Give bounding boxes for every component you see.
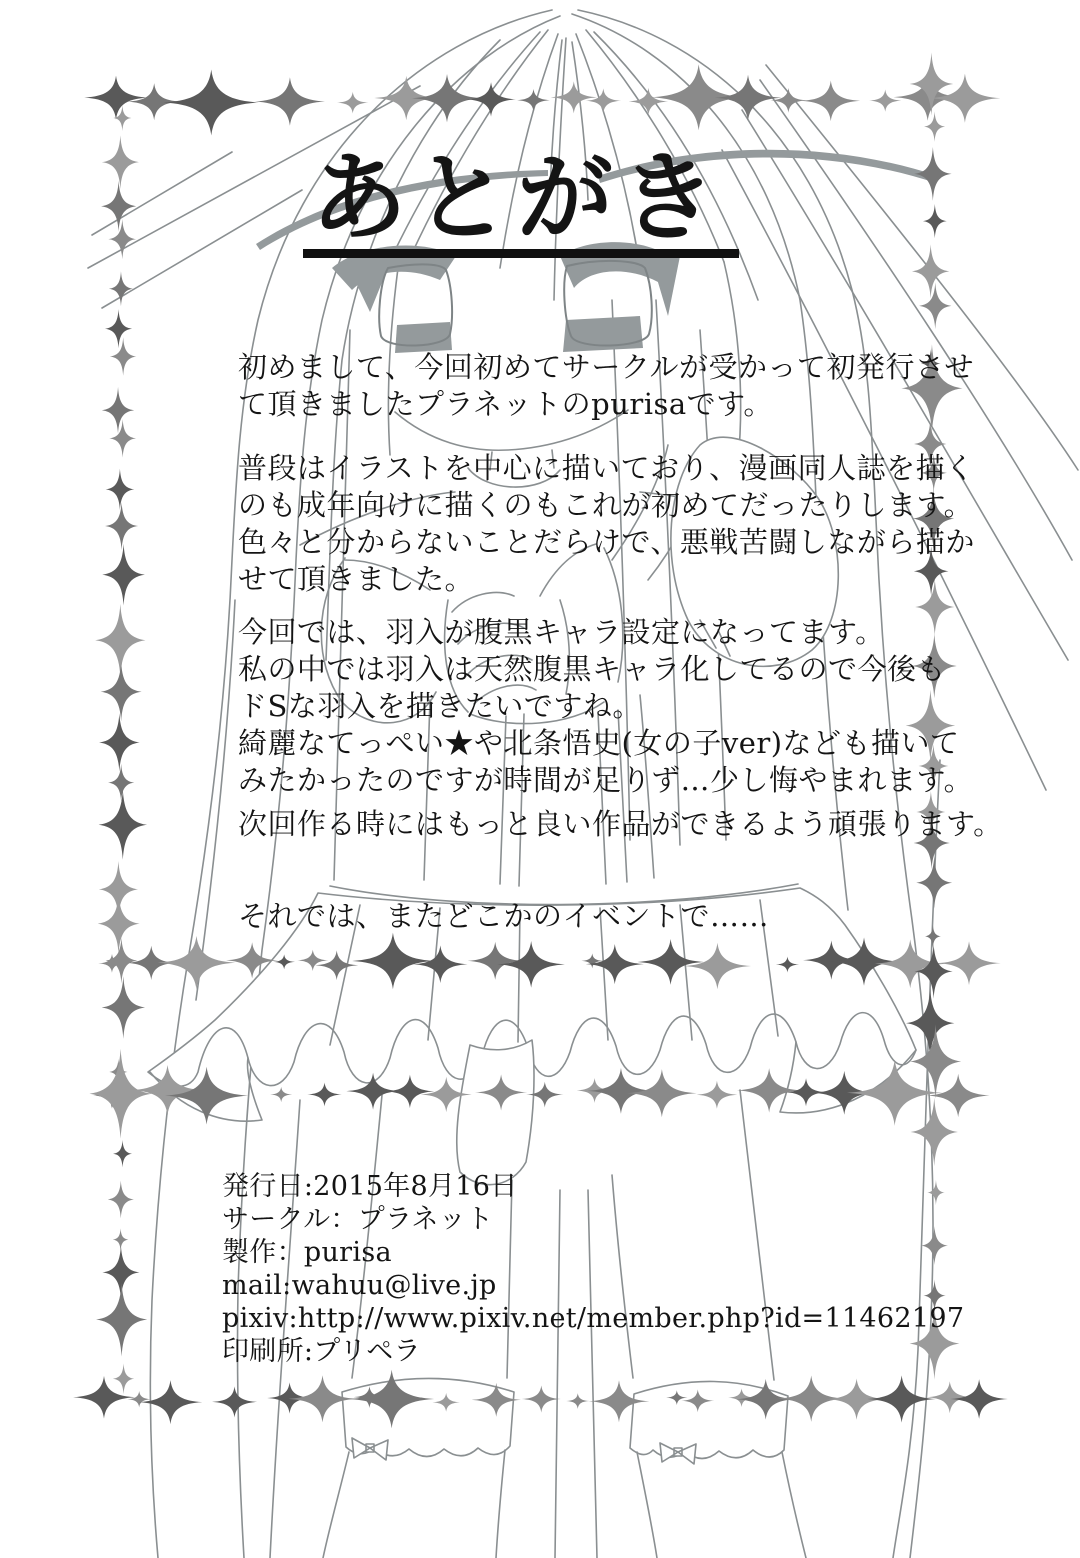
paragraph-line: それでは、またどこかのイベントで…… [238, 899, 770, 933]
paragraph [238, 349, 974, 423]
paragraph-line: 私の中では羽入は天然腹黒キャラ化してるので今後も [238, 652, 947, 686]
paragraph [238, 806, 1003, 843]
colophon-pixiv-url: pixiv:http://www.pixiv.net/member.php?id=11462197 [222, 1303, 965, 1334]
paragraph-line: せて頂きました。 [238, 562, 475, 596]
paragraph [238, 898, 769, 935]
colophon-printer: 印刷所:プリペラ [222, 1336, 421, 1367]
colophon-circle: サークル：プラネット [222, 1204, 494, 1235]
paragraph-line: 初めまして、今回初めてサークルが受かって初発行させ [238, 350, 975, 384]
colophon [222, 1170, 964, 1368]
paragraph-line: 普段はイラストを中心に描いており、漫画同人誌を描く [238, 451, 975, 485]
paragraph-line: 綺麗なてっぺい★や北条悟史(女の子ver)なども描いて [238, 726, 960, 760]
paragraph-line: 今回では、羽入が腹黒キャラ設定になってます。 [238, 615, 885, 649]
colophon-publish-date: 発行日:2015年8月16日 [222, 1171, 518, 1202]
paragraph [238, 614, 973, 799]
paragraph-line: みたかったのですが時間が足りず…少し悔やまれます。 [238, 763, 974, 797]
colophon-author: 製作：purisa [222, 1237, 392, 1268]
paragraph-line: 次回作る時にはもっと良い作品ができるよう頑張ります。 [238, 807, 1003, 841]
colophon-mail: mail:wahuu@live.jp [222, 1270, 497, 1301]
paragraph-line: のも成年向けに描くのもこれが初めてだったりします。 [238, 488, 974, 522]
paragraph [238, 450, 975, 598]
page-title: あとがき [303, 150, 739, 258]
paragraph-line: ドSな羽入を描きたいですね。 [238, 689, 642, 723]
paragraph-line: 色々と分からないことだらけで、悪戦苦闘しながら描か [238, 525, 975, 559]
paragraph-line: て頂きましたプラネットのpurisaです。 [238, 387, 773, 421]
